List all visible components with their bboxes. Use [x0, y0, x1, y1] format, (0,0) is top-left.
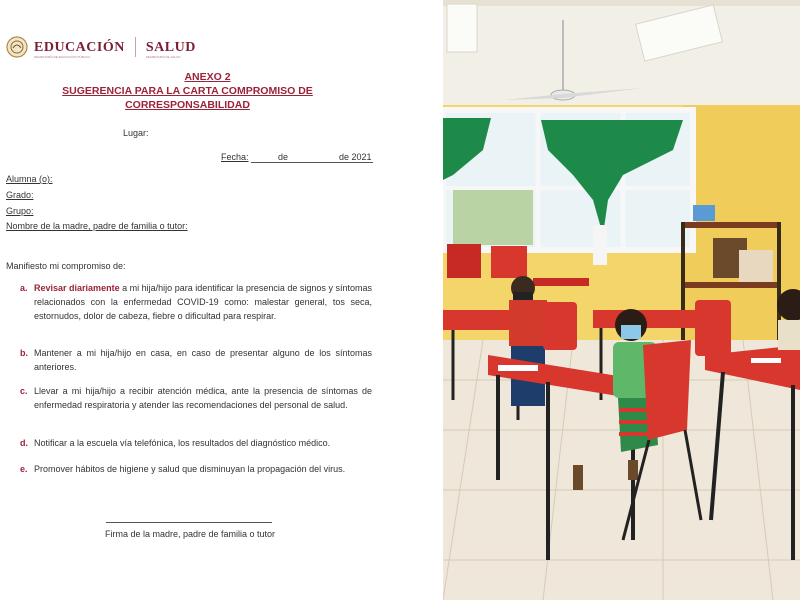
alumno-label: Alumna (o):	[6, 174, 53, 184]
document-title-line1: SUGERENCIA PARA LA CARTA COMPROMISO DE	[62, 85, 313, 97]
list-item-marker: c.	[20, 386, 28, 396]
signature-line	[106, 522, 272, 523]
list-item-emphasis: Revisar diariamente	[34, 283, 120, 293]
national-seal-icon	[6, 36, 28, 58]
list-item	[20, 384, 372, 412]
classroom-photo-illustration	[443, 0, 800, 600]
classroom-photo	[443, 0, 800, 600]
list-item-text: Mantener a mi hija/hijo en casa, en caso de presentar alguno de los síntomas anteriores.	[34, 348, 372, 372]
grupo-label: Grupo:	[6, 206, 34, 216]
annex-title: ANEXO 2	[184, 71, 231, 83]
list-item-marker: b.	[20, 348, 28, 358]
signature-label: Firma de la madre, padre de familia o tutor	[104, 529, 276, 539]
brand-divider	[135, 37, 136, 57]
list-item-marker: a.	[20, 283, 28, 293]
brand-salud: SALUD	[145, 40, 196, 55]
list-item	[20, 462, 372, 476]
fecha-line	[251, 162, 373, 163]
brand-educacion-sub: SECRETARÍA DE EDUCACIÓN PÚBLICA	[34, 55, 91, 59]
list-item	[20, 346, 372, 374]
fecha-label: Fecha:	[221, 152, 249, 162]
list-item-text: a mi hija/hijo para identificar la presencia de signos y síntomas relacionados con la enfermedad COVID-19 como: malestar general, tos seca, estornudos, dolor de cabeza, fiebre o dificultad para respirar.	[34, 283, 372, 321]
list-item	[20, 436, 372, 450]
list-item-text: Promover hábitos de higiene y salud que disminuyan la propagación del virus.	[34, 464, 346, 474]
list-item-marker: d.	[20, 438, 28, 448]
brand-educacion: EDUCACIÓN	[34, 40, 125, 55]
tutor-label: Nombre de la madre, padre de familia o tutor:	[6, 221, 188, 231]
intro-text: Manifiesto mi compromiso de:	[6, 261, 126, 271]
fecha-de-2: de 2021	[339, 152, 372, 162]
header-logos	[6, 34, 196, 60]
list-item-marker: e.	[20, 464, 28, 474]
list-item-text: Llevar a mi hija/hijo a recibir atención médica, ante la presencia de síntomas de enfermedad respiratoria y atender las recomendaciones del personal de salud.	[34, 386, 372, 410]
document-title-line2: CORRESPONSABILIDAD	[125, 99, 250, 111]
list-item	[20, 281, 372, 323]
lugar-label: Lugar:	[123, 128, 149, 138]
brand-salud-sub: SECRETARÍA DE SALUD	[145, 55, 181, 59]
list-item-text: Notificar a la escuela vía telefónica, los resultados del diagnóstico médico.	[34, 438, 331, 448]
fecha-de-1: de	[278, 152, 289, 162]
grado-label: Grado:	[6, 190, 34, 200]
